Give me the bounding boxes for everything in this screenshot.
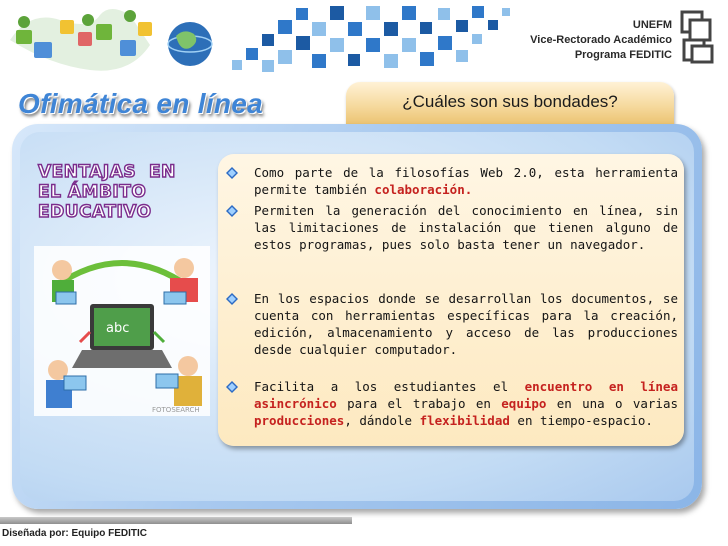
watermark-text: FOTOSEARCH xyxy=(152,406,200,414)
question-heading: ¿Cuáles son sus bondades? xyxy=(402,92,618,111)
bullet-text-3: En los espacios donde se desarrollan los documentos, se cuenta con herramientas específicas para la creación, edición, almacenamiento y acceso de las producciones desde cualquier computador. xyxy=(254,291,678,357)
header-banner xyxy=(0,0,728,80)
side-heading-line-2: EL ÁMBITO xyxy=(38,182,147,202)
org-university: UNEFM xyxy=(632,19,672,31)
diamond-bullet-icon xyxy=(226,167,238,179)
side-heading-line-3: EDUCATIVO xyxy=(38,202,152,222)
side-heading xyxy=(38,162,176,222)
advantages-box xyxy=(218,154,684,446)
list-item xyxy=(226,290,678,358)
chalk-text: abc xyxy=(106,321,130,336)
side-heading-line-1: VENTAJAS EN xyxy=(38,162,176,182)
students-laptop-illustration xyxy=(34,246,210,416)
puzzle-people-illustration xyxy=(0,0,230,80)
list-item xyxy=(226,202,678,253)
org-department: Vice-Rectorado Académico xyxy=(530,34,672,46)
footer-divider xyxy=(0,517,352,524)
diamond-bullet-icon xyxy=(226,381,238,393)
bullet-text-1: Como parte de la filosofías Web 2.0, esta herramienta permite también colaboración. xyxy=(254,165,678,197)
org-program: Programa FEDITIC xyxy=(574,49,672,61)
question-tab xyxy=(346,82,674,128)
page-title: Ofimática en línea xyxy=(18,88,264,119)
bullet-text-2: Permiten la generación del conocimiento en línea, sin las limitaciones de instalación que tienen alguno de estos programas, pues solo basta tener un navegador. xyxy=(254,203,678,252)
footer-credit: Diseñada por: Equipo FEDITIC xyxy=(2,528,148,539)
organization-info xyxy=(530,18,672,63)
bullet-text-4: Facilita a los estudiantes el encuentro en línea asincrónico para el trabajo en equipo en una o varias producciones, dándole flexibilidad en tiempo-espacio. xyxy=(254,379,678,428)
feditic-logo-icon xyxy=(680,10,716,66)
list-item xyxy=(226,164,678,198)
diamond-bullet-icon xyxy=(226,293,238,305)
diamond-bullet-icon xyxy=(226,205,238,217)
list-item xyxy=(226,378,678,429)
